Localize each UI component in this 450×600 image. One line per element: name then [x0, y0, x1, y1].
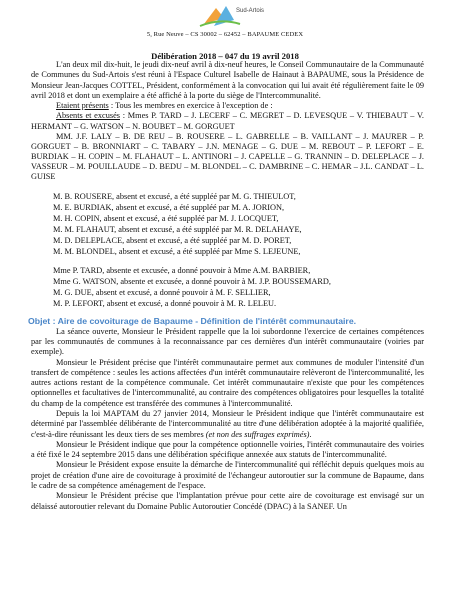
- list-item: M. H. COPIN, absent et excusé, a été suppléé par M. J. LOCQUET,: [53, 214, 279, 224]
- absents-men-line: MM. J.F. LALY – B. DE REU – B. ROUSERE – L. GABRELLE – B. VAILLANT – J. MAURER – P. GORGUET – B. BRONNIART – C. TABARY – J.N. MENAGE – G. DUE – M. REBOUT – P. LEFORT – E. BURDIAK – H. COPIN – M. FLAHAUT – L. ANTINORI – J. CAPELLE – G. TRANNIN – D. DELEPLACE – J. VASSEUR – M. POUILLAUDE – D. BEDU – M. BLONDEL – C. DAMBRINE – C. HEMAR – J.L. CANDAT – L. GUISE: [31, 131, 424, 182]
- list-item: M. D. DELEPLACE, absent et excusé, a été suppléé par M. D. PORET,: [53, 236, 292, 246]
- absents-text: : Mmes P. TARD – J. LECERF – C. MEGRET – D. LEVESQUE – V. THIEBAUT – V. HERMANT – G. WATSON – N. BOUBET – M. GORGUET: [31, 111, 424, 131]
- presents-line: [31, 101, 424, 111]
- objet-heading: Objet : Aire de covoiturage de Bapaume - Définition de l'intérêt communautaire.: [28, 316, 357, 327]
- paragraph-6: Monsieur le Président précise que l'implantation prévue pour cette aire de covoiturage est envisagé sur un délaissé autoroutier relevant du Domaine Public Autoroutier Concédé (DPAC) à la SANEF. Un: [31, 491, 424, 511]
- sud-artois-logo: [196, 2, 265, 30]
- list-item: Mme G. WATSON, absente et excusée, a donné pouvoir à M. J.P. BOUSSEMARD,: [53, 276, 331, 286]
- deliberation-title: Délibération 2018 – 047 du 19 avril 2018: [151, 51, 299, 61]
- paragraph-3-italic: (et non des suffrages exprimés): [205, 429, 310, 439]
- pouvoirs-list: [53, 266, 424, 309]
- list-item: M. G. DUE, absent et excusé, a donné pouvoir à M. F. SELLIER,: [53, 287, 271, 297]
- suppleants-list: [53, 191, 424, 257]
- absents-label: Absents et excusés: [56, 111, 120, 121]
- presents-text: : Tous les membres en exercice à l'exception de :: [108, 101, 273, 111]
- paragraph-4: Monsieur le Président indique que pour la compétence optionnelle voiries, l'intérêt communautaire des voiries a été fixé le 24 septembre 2015 dans une délibération spécifique annexée aux statuts de l'intercommunalité.: [31, 439, 424, 460]
- logo-text: Sud-Artois: [236, 8, 265, 14]
- list-item: M. M. BLONDEL, absent et excusé, a été suppléé par Mme S. LEJEUNE,: [53, 247, 301, 257]
- list-item: M. M. FLAHAUT, absent et excusé, a été suppléé par M. R. DELAHAYE,: [53, 225, 302, 235]
- list-item: M. B. ROUSERE, absent et excusé, a été suppléé par M. G. THIEULOT,: [53, 192, 296, 202]
- address-line: 5, Rue Neuve – CS 30002 – 62452 – BAPAUME CEDEX: [146, 31, 304, 38]
- list-item: M. P. LEFORT, absent et excusé, a donné pouvoir à M. R. LELEU.: [53, 298, 277, 308]
- paragraph-3-text: Depuis la loi MAPTAM du 27 janvier 2014, Monsieur le Président indique que l'intérêt communautaire est déterminé par l'assemblée délibérante de l'intercommunalité au titre d'une délibération adoptée à la majorité qualifiée, c'est-à-dire réunissant les deux tiers de ses membres: [31, 409, 424, 439]
- absents-line: [31, 111, 424, 131]
- list-item: Mme P. TARD, absente et excusée, a donné pouvoir à Mme A.M. BARBIER,: [53, 266, 311, 276]
- paragraph-2: Monsieur le Président précise que l'intérêt communautaire permet aux communes de moduler l'intensité d'un transfert de compétence : seules les actions affectées d'un intérêt communautaire relèveront de l'intercommunalité, les autres actions restant de la compétence communale. Cet intérêt communautaire n'existe que pour les compétences optionnelles et facultatives de l'intercommunalité, au contraire des compétences obligatoires pour lesquelles la totalité du champ de la compétence est transférée des communes à l'intercommunalité.: [31, 357, 424, 408]
- paragraph-1: La séance ouverte, Monsieur le Président rappelle que la loi subordonne l'exercice de certaines compétences par les communautés de communes à la reconnaissance par ces dernières d'un intérêt communautaire (voiries par exemple).: [31, 326, 424, 357]
- presents-label: Etaient présents: [56, 101, 109, 111]
- list-item: M. E. BURDIAK, absent et excusé, a été suppléé par M. A. JORION,: [53, 203, 285, 213]
- paragraph-3: [31, 409, 424, 440]
- paragraph-3-end: .: [309, 429, 312, 439]
- document-body: [28, 60, 424, 512]
- intro-paragraph: L'an deux mil dix-huit, le jeudi dix-neuf avril à dix-neuf heures, le Conseil Communautaire de la Communauté de Communes du Sud-Artois s'est réuni à l'Espace Culturel Isabelle de Hainaut à BAPAUME, sous la Présidence de Monsieur Jean-Jacques COTTEL, Président, conformément à la convocation qui lui avait été régulièrement faite le 09 avril 2018 et dont un exemplaire a été affiché à la porte du siège de l'Intercommunalité.: [31, 60, 424, 100]
- paragraph-5: Monsieur le Président expose ensuite la démarche de l'intercommunalité qui réfléchit depuis quelques mois au projet de création d'une aire de covoiturage à proximité de l'échangeur autoroutier sur la commune de Bapaume, dans le cadre de sa compétence aménagement de l'espace.: [31, 460, 424, 491]
